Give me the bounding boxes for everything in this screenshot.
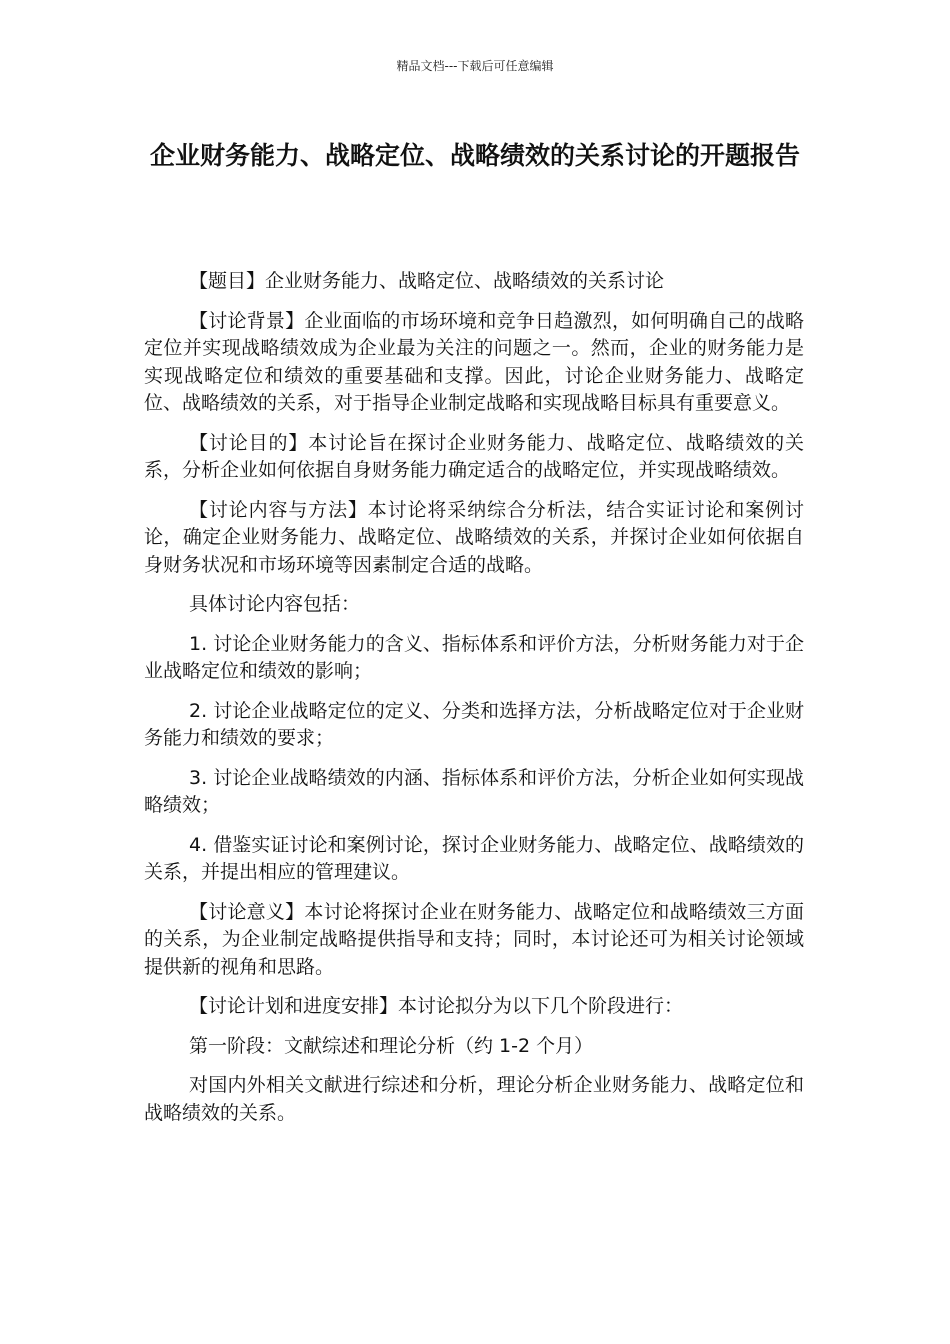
document-body: [144, 268, 804, 1139]
list-item-3: 3. 讨论企业战略绩效的内涵、指标体系和评价方法，分析企业如何实现战略绩效；: [144, 766, 804, 816]
paragraph-content-method: 【讨论内容与方法】本讨论将采纳综合分析法，结合实证讨论和案例讨论，确定企业财务能力、战略定位、战略绩效的关系，并探讨企业如何依据自身财务状况和市场环境等因素制定合适的战略。: [144, 498, 804, 576]
paragraph-stage-1-detail: 对国内外相关文献进行综述和分析，理论分析企业财务能力、战略定位和战略绩效的关系。: [144, 1074, 804, 1124]
paragraph-content-intro: 具体讨论内容包括：: [189, 593, 361, 615]
paragraph-stage-1: 第一阶段：文献综述和理论分析（约 1-2 个月）: [189, 1034, 594, 1057]
paragraph-purpose: 【讨论目的】本讨论旨在探讨企业财务能力、战略定位、战略绩效的关系，分析企业如何依据自身财务能力确定适合的战略定位，并实现战略绩效。: [144, 431, 804, 481]
list-item-1: 1. 讨论企业财务能力的含义、指标体系和评价方法，分析财务能力对于企业战略定位和绩效的影响；: [144, 632, 804, 682]
paragraph-background: 【讨论背景】企业面临的市场环境和竞争日趋激烈，如何明确自己的战略定位并实现战略绩效成为企业最为关注的问题之一。然而，企业的财务能力是实现战略定位和绩效的重要基础和支撑。因此，讨论企业财务能力、战略定位、战略绩效的关系，对于指导企业制定战略和实现战略目标具有重要意义。: [144, 309, 804, 414]
header-note: 精品文档---下载后可任意编辑: [396, 59, 554, 73]
list-item-4: 4. 借鉴实证讨论和案例讨论，探讨企业财务能力、战略定位、战略绩效的关系，并提出相应的管理建议。: [144, 833, 804, 883]
paragraph-plan: 【讨论计划和进度安排】本讨论拟分为以下几个阶段进行：: [189, 995, 684, 1017]
list-item-2: 2. 讨论企业战略定位的定义、分类和选择方法，分析战略定位对于企业财务能力和绩效的要求；: [144, 699, 804, 749]
document-title: 企业财务能力、战略定位、战略绩效的关系讨论的开题报告: [149, 141, 800, 170]
paragraph-significance: 【讨论意义】本讨论将探讨企业在财务能力、战略定位和战略绩效三方面的关系，为企业制定战略提供指导和支持；同时，本讨论还可为相关讨论领域提供新的视角和思路。: [144, 900, 804, 978]
paragraph-topic: 【题目】企业财务能力、战略定位、战略绩效的关系讨论: [189, 270, 665, 292]
